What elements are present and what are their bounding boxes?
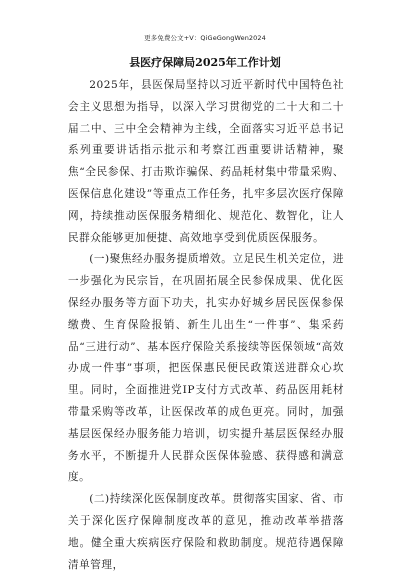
paragraph-section-2: (二)持续深化医保制度改革。贯彻落实国家、省、市关于深化医疗保障制度改革的意见，推动改革举措落地。健全重大疾病医疗保险和救助制度。规范待遇保障清单管理， [68,493,344,571]
paragraph-section-1: (一)聚焦经办服务提质增效。立足民生机关定位，进一步强化为民宗旨，在巩固拓展全民参保成果、优化医保经办服务等方面下功夫，扎实办好城乡居民医保参保缴费、生育保险报销、新生儿出生“一件事”、集采药品“三进行动”、基本医疗保险关系接续等医保领域“高效办成一件事”事项，把医保惠民便民政策送进群众心坎里。同时，全面推进党IP支付方式改革、药品医用耗材带量采购等改革，让医保改革的成色更亮。同时，加强基层医保经办服务能力培训，切实提升基层医保经办服务水平，不断提升人民群众医保体验感、获得感和满意度。 [68,253,344,484]
document-body [68,75,344,576]
paragraph-intro: 2025年，县医保局坚持以习近平新时代中国特色社会主义思想为指导，以深入学习贯彻党的二十大和二十届二中、三中全会精神为主线，全面落实习近平总书记系列重要讲话指示批示和考察江西重要讲话精神，聚焦“全民参保、打击欺诈骗保、药品耗材集中带量采购、医保信息化建设”等重点工作任务，扎牢多层次医疗保障网，持续推动医保服务精细化、规范化、数智化，让人民群众能够更加便捷、高效地享受到优质医保服务。 [68,79,344,244]
document-title: 县医疗保障局2025年工作计划 [129,56,281,69]
watermark-text: 更多免费公文+V：QiGeGongWen2024 [144,34,266,42]
